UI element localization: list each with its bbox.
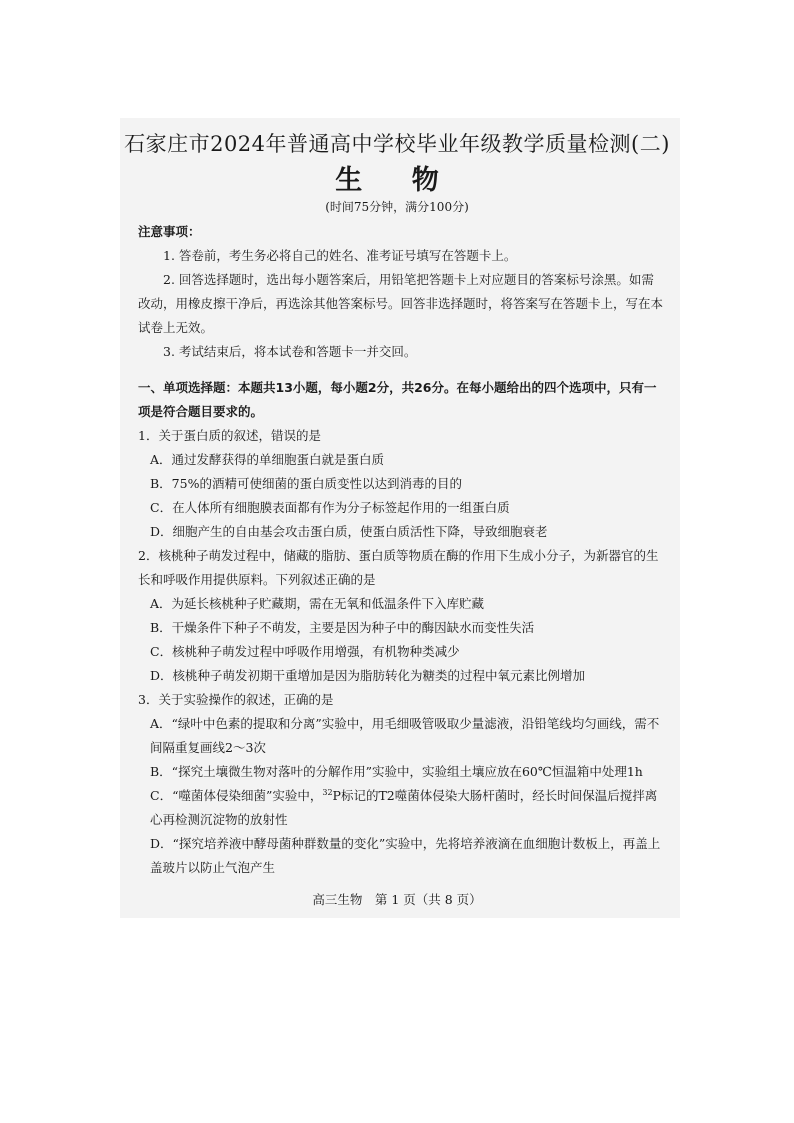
- option-c-prefix: C．“噬菌体侵染细菌”实验中，: [150, 788, 323, 803]
- option-list: [138, 712, 666, 880]
- notice-item-2: 2. 回答选择题时，选出每小题答案后，用铅笔把答题卡上对应题目的答案标号涂黑。如需改动，用橡皮擦干净后，再选涂其他答案标号。回答非选择题时，将答案写在答题卡上，写在本试卷上无效。: [138, 272, 664, 335]
- page-footer: 高三生物 第 1 页（共 8 页）: [312, 892, 482, 907]
- option-d: D．核桃种子萌发初期干重增加是因为脂肪转化为糖类的过程中氧元素比例增加: [150, 668, 586, 683]
- exam-content: [138, 220, 666, 880]
- question-stem: 1．关于蛋白质的叙述，错误的是: [138, 428, 321, 443]
- section-1-title: 一、单项选择题：本题共13小题，每小题2分，共26分。在每小题给出的四个选项中，只有一项是符合题目要求的。: [138, 380, 657, 419]
- question-stem: 3．关于实验操作的叙述，正确的是: [138, 692, 334, 707]
- option-c: C．核桃种子萌发过程中呼吸作用增强，有机物种类减少: [150, 644, 460, 659]
- time-note: (时间75分钟，满分100分): [325, 200, 469, 214]
- notice-heading: 注意事项：: [138, 224, 201, 239]
- option-c: C．在人体所有细胞膜表面都有作为分子标签起作用的一组蛋白质: [150, 500, 510, 515]
- isotope-superscript: 32: [322, 787, 333, 797]
- option-d: D．细胞产生的自由基会攻击蛋白质，使蛋白质活性下降，导致细胞衰老: [150, 524, 548, 539]
- option-list: [138, 592, 666, 688]
- exam-title: 石家庄市2024年普通高中学校毕业年级教学质量检测(二): [124, 132, 670, 156]
- option-a: A．为延长核桃种子贮藏期，需在无氧和低温条件下入库贮藏: [150, 596, 485, 611]
- question-stem: 2．核桃种子萌发过程中，储藏的脂肪、蛋白质等物质在酶的作用下生成小分子，为新器官的生长和呼吸作用提供原料。下列叙述正确的是: [138, 548, 659, 587]
- question-2: [138, 544, 666, 688]
- option-b: B．75%的酒精可使细菌的蛋白质变性以达到消毒的目的: [150, 476, 462, 491]
- question-1: [138, 424, 666, 544]
- subject-title: 生 物: [335, 165, 459, 196]
- option-list: [138, 448, 666, 544]
- option-d: D．“探究培养液中酵母菌种群数量的变化”实验中，先将培养液滴在血细胞计数板上，再盖上盖玻片以防止气泡产生: [150, 836, 661, 875]
- question-3: [138, 688, 666, 880]
- option-b: B．“探究土壤微生物对落叶的分解作用”实验中，实验组土壤应放在60℃恒温箱中处理1h: [150, 764, 643, 779]
- option-c-rest: P标记的T2噬菌体侵染大肠杆菌时，经长时间保温后搅拌离心再检测沉淀物的放射性: [150, 788, 658, 827]
- option-a: A．“绿叶中色素的提取和分离”实验中，用毛细吸管吸取少量滤液，沿铅笔线均匀画线，需不间隔重复画线2～3次: [150, 716, 660, 755]
- notice-item-1: 1. 答卷前，考生务必将自己的姓名、准考证号填写在答题卡上。: [163, 248, 517, 263]
- option-c: [150, 784, 666, 832]
- option-b: B．干燥条件下种子不萌发，主要是因为种子中的酶因缺水而变性失活: [150, 620, 535, 635]
- option-a: A．通过发酵获得的单细胞蛋白就是蛋白质: [150, 452, 385, 467]
- notice-item-3: 3. 考试结束后，将本试卷和答题卡一并交回。: [163, 344, 417, 359]
